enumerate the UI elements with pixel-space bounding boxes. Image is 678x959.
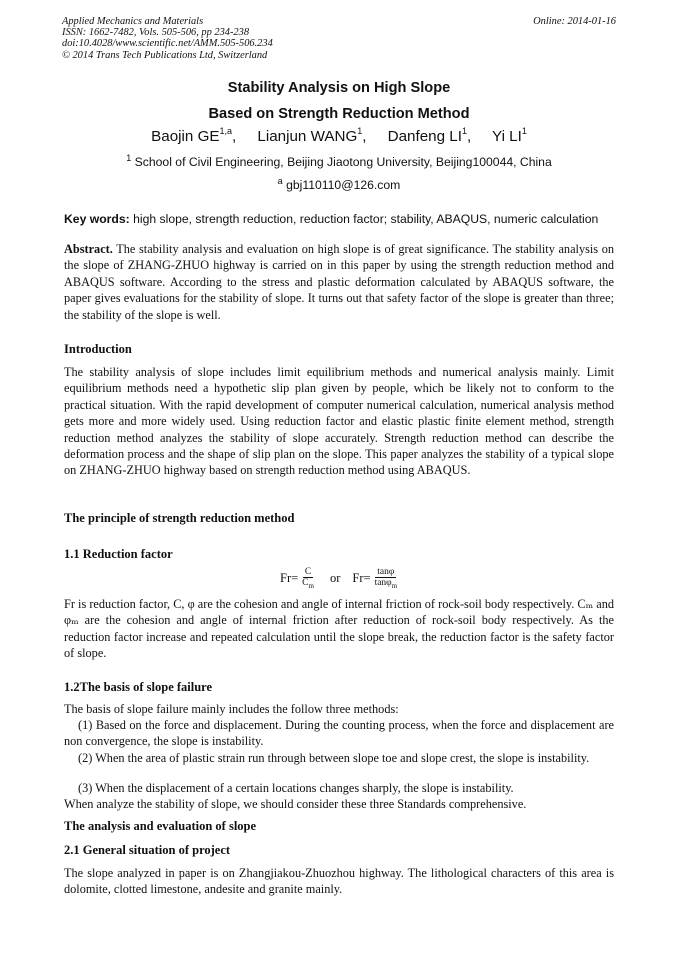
author-sep: , [232,128,254,145]
keywords-label: Key words: [64,212,130,226]
formula-lhs-1: Fr= [280,571,299,586]
keywords-text: high slope, strength reduction, reduction factor; stability, ABAQUS, numeric calculation [129,212,599,226]
general-text: The slope analyzed in paper is on Zhangjiakou-Zhuozhou highway. The lithological characters of this area is dolomite, clotted limestone, andesite and granite mainly. [64,866,614,897]
reduction-factor-text: Fr is reduction factor, C, φ are the cohesion and angle of internal friction of rock-soil body respectively. Cₘ and φₘ are the cohesion and angle of internal friction after reduction of rock-soil body respectively. As the reduction factor increase and repeated calculation until the slope break, the reduction factor is the safety factor of slope. [64,597,614,661]
fraction-tan [373,567,400,591]
journal-name: Applied Mechanics and Materials [62,16,204,27]
author-3 [388,128,488,145]
introduction-heading: Introduction [64,342,132,356]
author-sup: 1,a [219,126,233,136]
author-sup: 1 [461,126,467,136]
denominator-sub: m [308,581,314,590]
author-2 [257,128,383,145]
email-text: gbj110110@126.com [282,178,401,192]
author-name: Yi LI [492,128,522,145]
issn-line: ISSN: 1662-7482, Vols. 505-506, pp 234-238 [62,27,250,39]
denominator-sub: m [391,581,398,590]
introduction-text: The stability analysis of slope includes limit equilibrium methods and numerical analysis mainly. Limit equilibrium methods need a hypothetic slip plan given by people, which be likely not to conform to the practical situation. With the rapid development of computer numerical calculation, numerical analysis method gets more and more widely used. Using reduction factor and elastic plastic finite element method, strength reduction method analyzes the stability of slope accurately. Strength reduction method can describe the deformation process and the shape of slip plan on the slope. This paper analyzes the stability of a typical slope on ZHANG-ZHUO highway based on strength reduction method using ABAQUS. [64,365,614,478]
fraction-denominator [373,578,400,591]
abstract [64,241,614,323]
author-sup: 1 [521,126,527,136]
formula-or: or [329,571,341,586]
affiliation [0,155,678,169]
denominator-base: tanφ [374,578,392,588]
failure-intro: The basis of slope failure mainly includes the follow three methods: [64,702,399,716]
fraction-denominator [300,578,316,591]
fraction-numerator: C [304,567,312,577]
author-name: Danfeng LI [387,128,462,145]
affiliation-sup: 1 [126,153,132,163]
author-1 [151,128,253,145]
author-name: Lianjun WANG [257,128,358,145]
failure-item-2: (2) When the area of plastic strain run through between slope toe and slope crest, the slope is instability. [78,751,590,765]
copyright-line: © 2014 Trans Tech Publications Ltd, Switzerland [62,49,268,61]
online-date: Online: 2014-01-16 [533,16,616,27]
author-4 [492,128,527,145]
failure-conclusion: When analyze the stability of slope, we should consider these three Standards comprehensive. [64,797,527,811]
denominator-base: C [302,578,309,588]
reduction-factor-heading: 1.1 Reduction factor [64,547,173,561]
analysis-heading: The analysis and evaluation of slope [64,819,257,833]
author-sep: , [466,128,489,145]
abstract-label: Abstract. [64,242,113,256]
author-sup: 1 [357,126,363,136]
fraction-c [300,567,316,591]
abstract-text: The stability analysis and evaluation on high slope is of great significance. The stability analysis on the slope of ZHANG-ZHUO highway is carried on in this paper by using the strength reduction method and ABAQUS software. According to the stress and plastic deformation calculated by ABAQUS software, the paper gives evaluations for the stability of slope. It turns out that safety factor of the slope is greater than three; the stability of the slope is well. [64,242,614,322]
general-heading: 2.1 General situation of project [64,843,231,857]
reduction-factor-formula [280,567,401,591]
author-list [0,128,678,145]
failure-item-1: (1) Based on the force and displacement. During the counting process, when the force and displacement are non convergence, the slope is instability. [64,718,614,749]
doi-line: doi:10.4028/www.scientific.net/AMM.505-506.234 [62,38,273,50]
email [0,178,678,192]
email-sup: a [277,176,283,186]
author-name: Baojin GE [151,128,220,145]
failure-item-3: (3) When the displacement of a certain locations changes sharply, the slope is instability. [78,781,514,795]
principle-heading: The principle of strength reduction method [64,511,295,525]
fraction-numerator: tanφ [377,567,395,577]
paper-title-line2: Based on Strength Reduction Method [208,106,470,122]
paper-title-line1: Stability Analysis on High Slope [227,80,451,96]
author-sep: , [362,128,384,145]
formula-lhs-2: Fr= [352,571,371,586]
affiliation-text: School of Civil Engineering, Beijing Jiaotong University, Beijing100044, China [131,155,552,169]
failure-heading: 1.2The basis of slope failure [64,680,213,694]
keywords [64,212,616,226]
journal-header [62,16,273,61]
